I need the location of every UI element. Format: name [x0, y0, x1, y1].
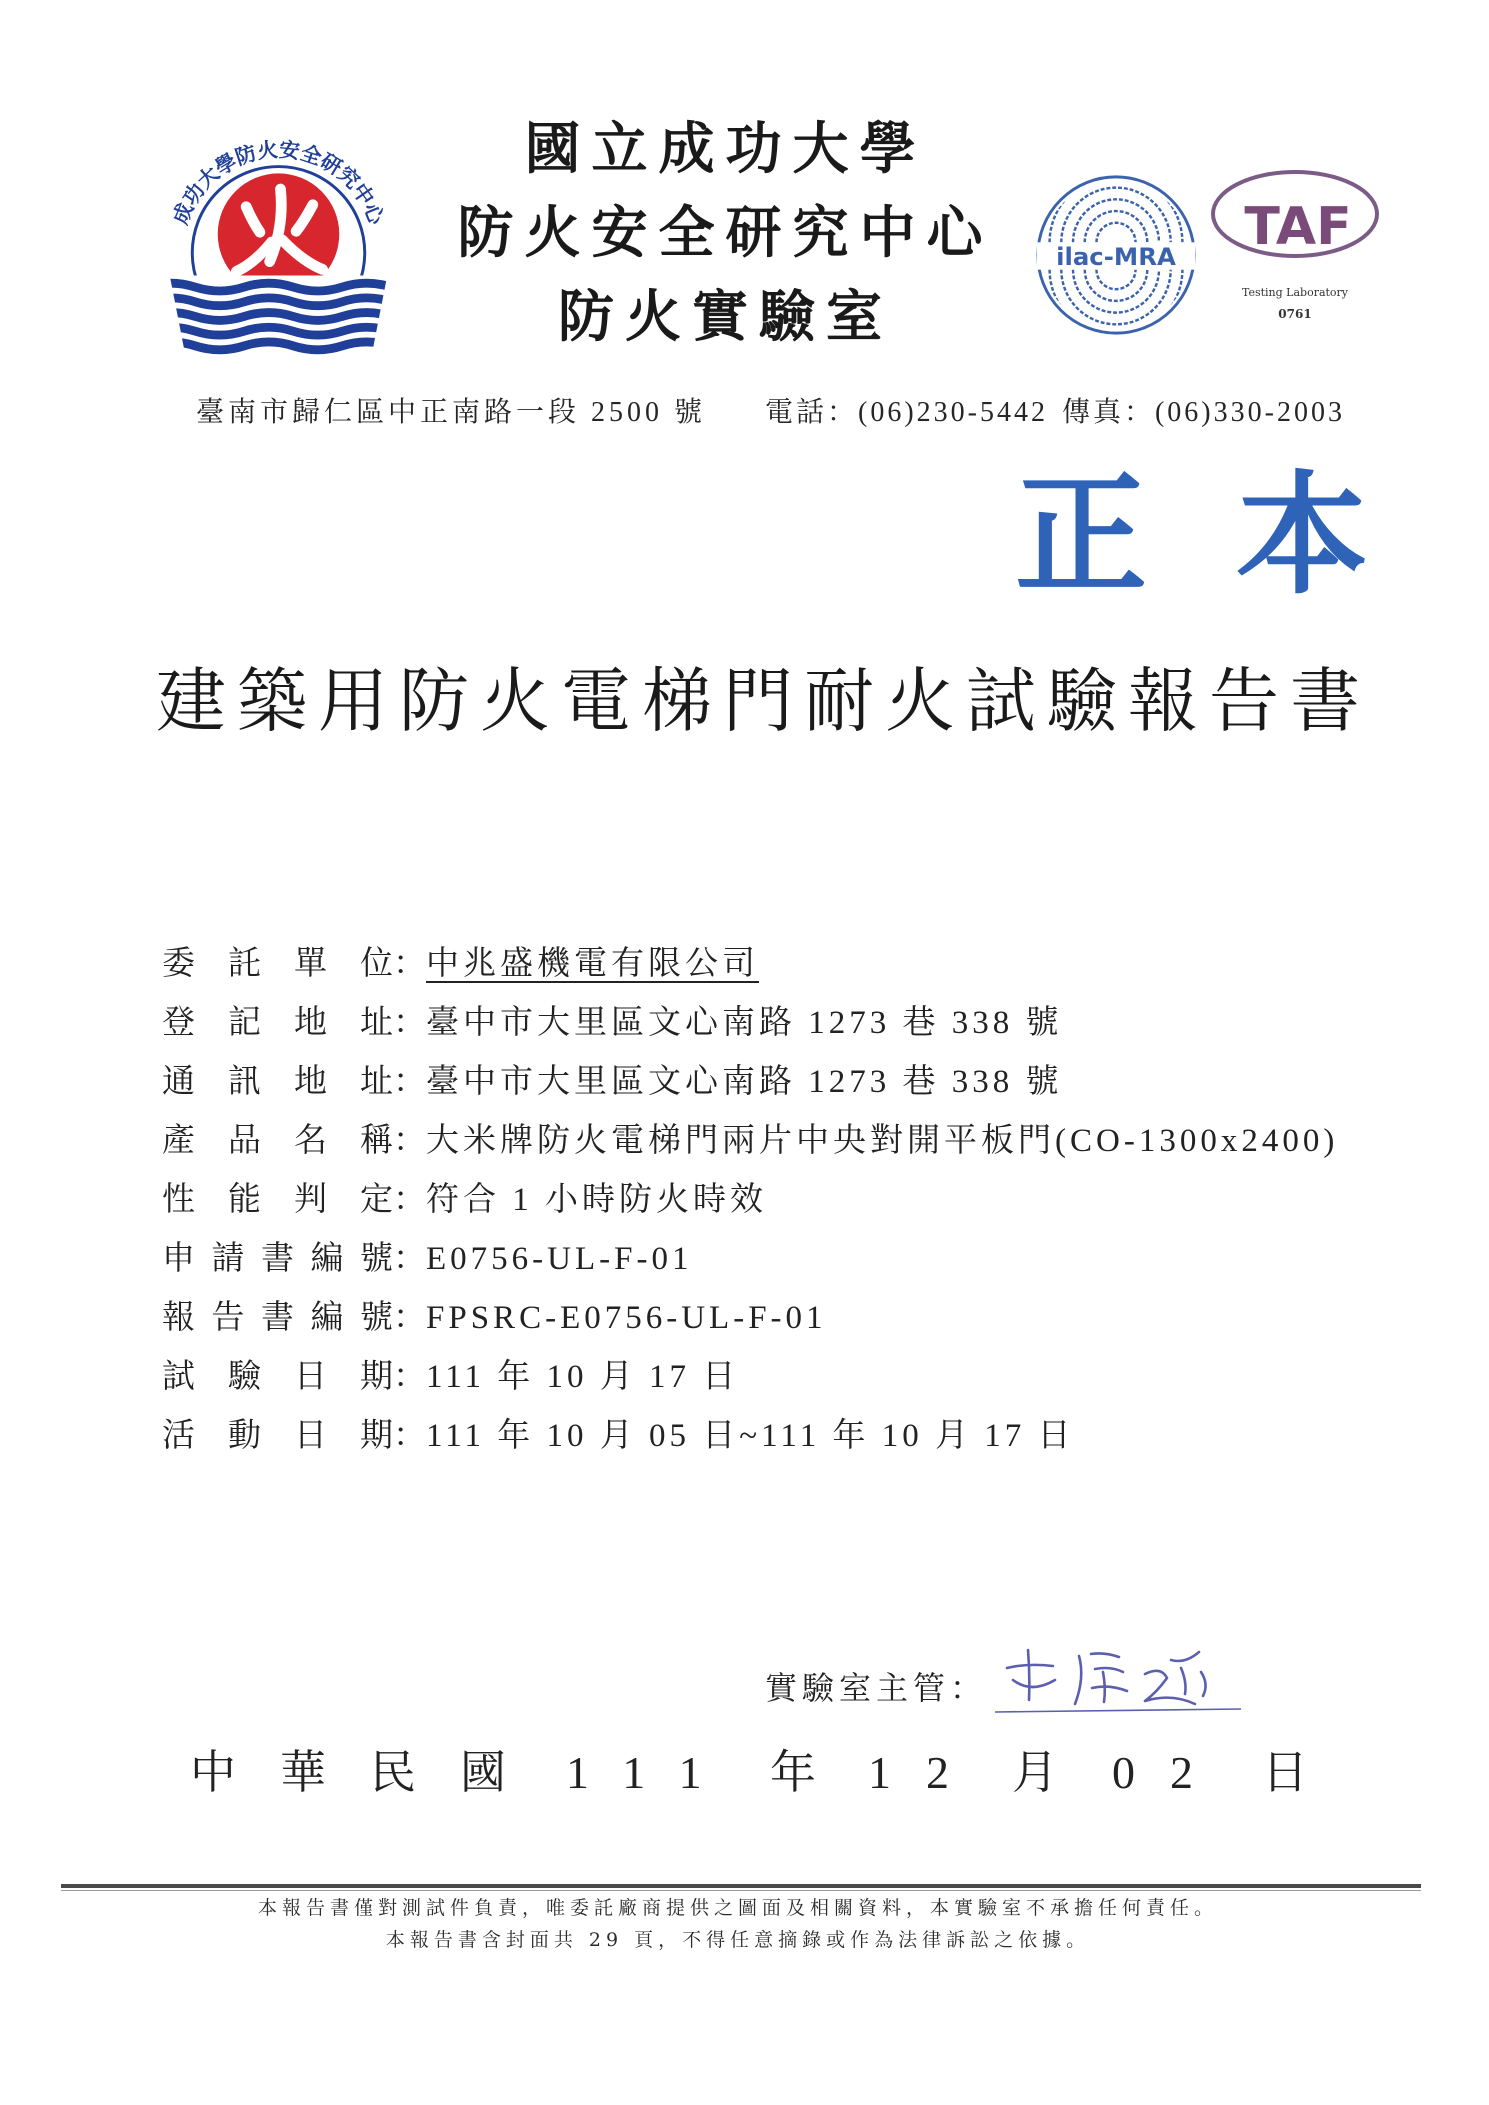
taf-number: 0761: [1278, 307, 1312, 321]
footer-disclaimer-line-1: 本報告書僅對測試件負責，唯委託廠商提供之圖面及相關資料，本實驗室不承擔任何責任。: [257, 1897, 1218, 1919]
field-value: 大米牌防火電梯門兩片中央對開平板門(CO-1300x2400): [426, 1123, 1339, 1159]
taf-logo-icon: [1208, 168, 1383, 328]
research-center-name: 防火安全研究中心: [457, 200, 994, 266]
field-row-product-name: [162, 1112, 1338, 1171]
field-value: E0756-UL-F-01: [426, 1241, 693, 1277]
taf-text: TAF: [1244, 197, 1352, 257]
field-label: 申請書編號: [162, 1241, 393, 1277]
field-colon: ：: [393, 1418, 426, 1454]
footer-divider-thin: [61, 1890, 1421, 1891]
ilac-mra-text: ilac-MRA: [1056, 241, 1176, 271]
footer-divider: [61, 1884, 1421, 1888]
field-value: 臺中市大里區文心南路 1273 巷 338 號: [426, 1005, 1063, 1041]
field-row-client: [162, 935, 1338, 994]
field-label: 產品名稱: [162, 1123, 393, 1159]
taf-subtitle: Testing Laboratory: [1241, 286, 1349, 299]
field-row-activity-date: [162, 1407, 1338, 1466]
field-label: 活動日期: [162, 1418, 393, 1454]
emblem-ring-textpath: 成功大學防火安全研究中心: [168, 137, 389, 228]
field-label: 通訊地址: [162, 1064, 393, 1100]
field-label: 登記地址: [162, 1005, 393, 1041]
field-label: 試驗日期: [162, 1359, 393, 1395]
field-colon: ：: [393, 1064, 426, 1100]
field-colon: ：: [393, 1123, 426, 1159]
emblem-waves: [156, 275, 401, 355]
lab-phone: 電話：(06)230-5442: [765, 397, 1048, 428]
field-row-performance: [162, 1171, 1338, 1230]
university-name: 國立成功大學: [524, 116, 927, 182]
field-colon: ：: [393, 1005, 426, 1041]
field-colon: ：: [393, 1359, 426, 1395]
field-colon: ：: [393, 1300, 426, 1336]
field-colon: ：: [393, 1182, 426, 1218]
lab-fax: 傳真：(06)330-2003: [1061, 397, 1345, 428]
field-value: 111 年 10 月 05 日~111 年 10 月 17 日: [426, 1418, 1075, 1454]
field-row-application-no: [162, 1230, 1338, 1289]
original-stamp-char-1: 正: [1015, 459, 1147, 613]
field-row-registered-address: [162, 994, 1338, 1053]
field-row-test-date: [162, 1348, 1338, 1407]
field-colon: ：: [393, 946, 426, 982]
fire-seal-icon: [156, 128, 401, 356]
field-value: 符合 1 小時防火時效: [426, 1182, 767, 1218]
field-value: 臺中市大里區文心南路 1273 巷 338 號: [426, 1064, 1063, 1100]
date-month-unit: 月: [1012, 1747, 1058, 1798]
footer-disclaimer-line-2: 本報告書含封面共 29 頁，不得任意摘錄或作為法律訴訟之依據。: [385, 1929, 1091, 1951]
field-label: 報告書編號: [162, 1300, 393, 1336]
field-value: 111 年 10 月 17 日: [426, 1359, 740, 1395]
field-colon: ：: [393, 1241, 426, 1277]
lab-address: 臺南市歸仁區中正南路一段 2500 號: [196, 397, 707, 428]
field-label: 委託單位: [162, 946, 393, 982]
field-row-report-no: [162, 1289, 1338, 1348]
date-era: 中華民國: [190, 1747, 550, 1798]
lab-contact: [765, 393, 1345, 433]
report-title: 建築用防火電梯門耐火試驗報告書: [156, 660, 1371, 742]
report-fields: [162, 935, 1338, 1466]
date-year-unit: 年: [770, 1747, 816, 1798]
date-year: 111: [566, 1747, 737, 1798]
original-stamp-char-2: 本: [1236, 459, 1368, 613]
field-row-mailing-address: [162, 1053, 1338, 1112]
field-value: FPSRC-E0756-UL-F-01: [426, 1300, 827, 1336]
ilac-mra-logo-icon: [1033, 172, 1199, 338]
date-day-unit: 日: [1262, 1747, 1308, 1798]
date-day: 02: [1112, 1747, 1228, 1798]
lab-supervisor-label: 實驗室主管：: [765, 1669, 988, 1707]
field-label: 性能判定: [162, 1182, 393, 1218]
handwritten-signature-icon: [995, 1638, 1243, 1718]
laboratory-name: 防火實驗室: [558, 284, 893, 350]
field-value: 中兆盛機電有限公司: [426, 946, 759, 982]
institution-title: [420, 107, 1020, 359]
date-month: 12: [868, 1747, 984, 1798]
